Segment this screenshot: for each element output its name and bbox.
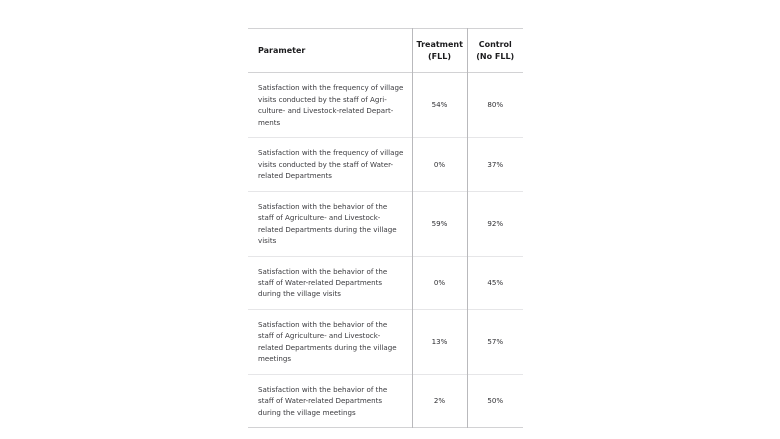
column-header-treatment-line2: (FLL) (428, 51, 451, 61)
cell-control-value: 80% (487, 100, 504, 110)
column-header-control-line1: Control (478, 40, 512, 49)
cell-parameter: Satisfaction with the behavior of the staff of Agriculture- and Livestock-related Departments during the village visits (248, 191, 412, 256)
table-row (248, 256, 523, 309)
cell-control-value: 57% (487, 337, 504, 347)
cell-control-value: 37% (487, 159, 504, 169)
table-row (248, 73, 523, 138)
cell-control-value: 45% (487, 278, 504, 287)
cell-control-value: 50% (487, 396, 504, 406)
satisfaction-table-container (248, 28, 523, 428)
cell-treatment-value: 2% (412, 374, 467, 427)
table-header (248, 29, 523, 73)
cell-treatment-value: 13% (412, 309, 467, 374)
column-header-treatment (412, 29, 467, 73)
cell-treatment-value: 59% (412, 191, 467, 256)
cell-parameter: Satisfaction with the behavior of the staff of Water-related Departments during the village visits (248, 256, 412, 309)
cell-treatment-value: 0% (412, 256, 467, 309)
column-header-parameter (248, 29, 412, 73)
cell-control-value: 92% (487, 218, 504, 228)
column-header-control-line2: (No FLL) (476, 51, 515, 61)
table-header-row (248, 29, 523, 73)
table-row (248, 138, 523, 191)
cell-parameter: Satisfaction with the behavior of the staff of Water-related Departments during the village meetings (248, 374, 412, 427)
column-header-treatment-line1: Treatment (416, 40, 463, 49)
column-header-parameter-label: Parameter (258, 45, 306, 55)
table-row (248, 191, 523, 256)
satisfaction-table (248, 28, 523, 428)
table-body (248, 73, 523, 428)
cell-parameter: Satisfaction with the behavior of the staff of Agriculture- and Livestock-related Departments during the village meetings (248, 309, 412, 374)
cell-treatment-value: 54% (412, 73, 467, 138)
table-row (248, 374, 523, 427)
cell-parameter: Satisfaction with the frequency of village visits conducted by the staff of Agri-culture- and Livestock-related Depart-ments (248, 73, 412, 138)
table-row (248, 309, 523, 374)
cell-treatment-value: 0% (412, 138, 467, 191)
cell-parameter: Satisfaction with the frequency of village visits conducted by the staff of Water-related Departments (248, 138, 412, 191)
column-header-control (467, 29, 523, 73)
